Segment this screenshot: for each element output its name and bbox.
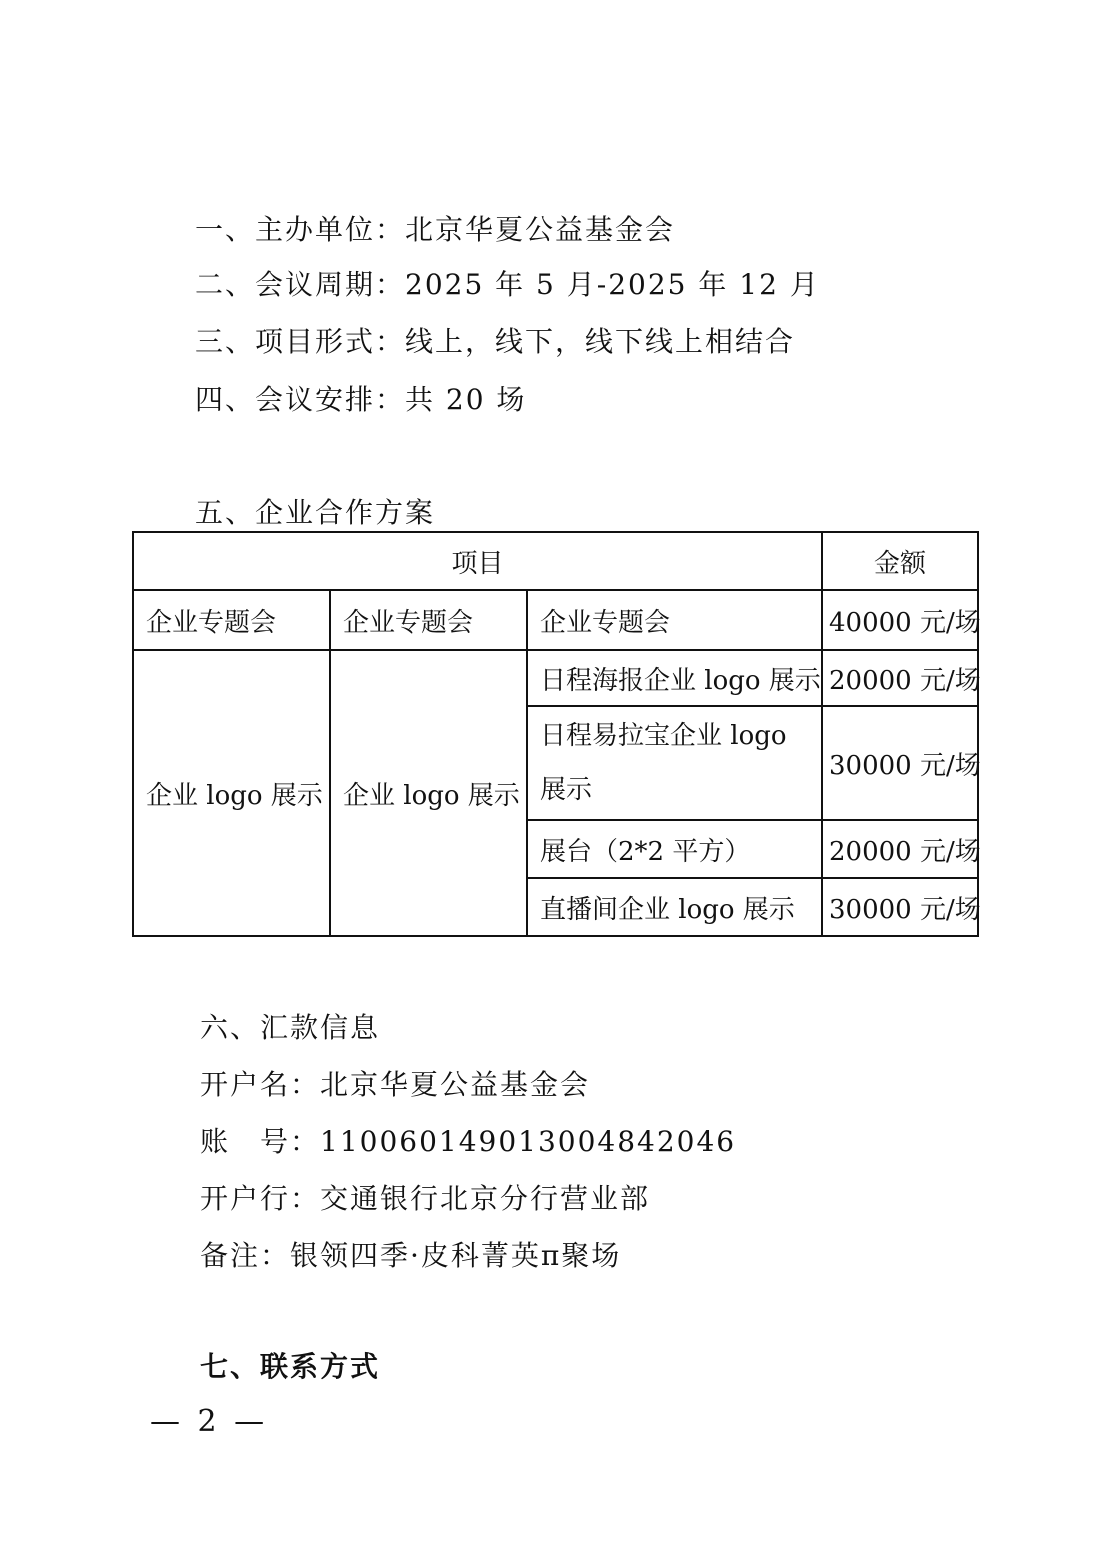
cell-category: 企业 logo 展示 [133,650,330,936]
cell-category: 企业专题会 [133,590,330,650]
cell-amount: 20000 元/场 [822,650,978,706]
page-number: — 2 — [150,1404,269,1439]
cell-amount: 30000 元/场 [822,878,978,936]
cell-item: 日程易拉宝企业 logo 展示 [527,706,822,820]
section-project-format: 三、项目形式：线上，线下，线下线上相结合 [195,325,796,358]
payment-note: 备注：银领四季·皮科菁英π聚场 [200,1239,622,1272]
header-amount: 金额 [822,532,978,590]
table-row [133,590,978,650]
cell-item: 展台（2*2 平方） [527,820,822,878]
section-organizer: 一、主办单位：北京华夏公益基金会 [195,213,676,246]
section-contact-heading: 七、联系方式 [200,1350,381,1383]
cell-item: 企业专题会 [527,590,822,650]
cell-item: 直播间企业 logo 展示 [527,878,822,936]
cell-subcategory: 企业专题会 [330,590,527,650]
payment-account-name: 开户名：北京华夏公益基金会 [200,1068,591,1101]
cell-amount: 20000 元/场 [822,820,978,878]
table-header-row [133,532,978,590]
payment-bank: 开户行：交通银行北京分行营业部 [200,1182,651,1215]
cooperation-table [132,531,979,937]
cell-subcategory: 企业 logo 展示 [330,650,527,936]
payment-account-number: 账 号：110060149013004842046 [200,1125,737,1158]
table-row [133,650,978,706]
section-cooperation-heading: 五、企业合作方案 [195,496,436,529]
section-meeting-arrangement: 四、会议安排：共 20 场 [195,383,527,416]
header-item: 项目 [133,532,822,590]
cell-amount: 30000 元/场 [822,706,978,820]
cell-amount: 40000 元/场 [822,590,978,650]
section-meeting-period: 二、会议周期：2025 年 5 月-2025 年 12 月 [195,268,820,301]
section-payment-heading: 六、汇款信息 [200,1011,381,1044]
cell-item: 日程海报企业 logo 展示 [527,650,822,706]
